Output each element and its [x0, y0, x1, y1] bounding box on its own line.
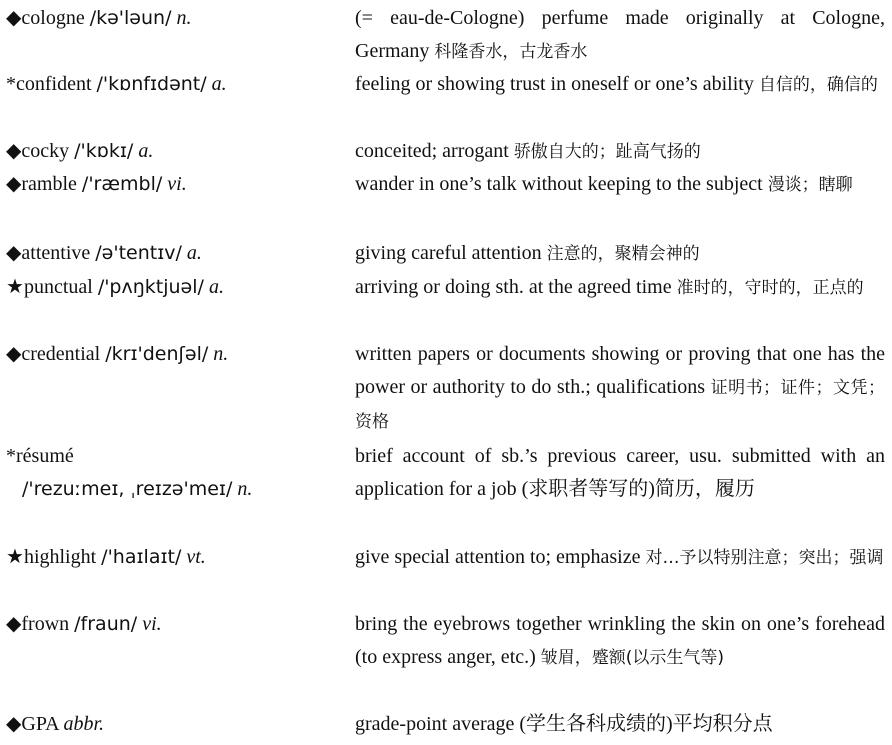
entry-headword	[6, 237, 346, 270]
entry-def-cn: 自信的，确信的	[758, 75, 878, 95]
entry-headword	[6, 168, 346, 201]
entry-pos: n.	[237, 478, 253, 500]
entry-word: GPA	[21, 713, 59, 735]
entry-pronunciation: /'haɪlaɪt/	[101, 546, 182, 568]
entry-definition	[355, 2, 885, 69]
entry-marker: *	[6, 73, 16, 95]
entry-headword	[6, 135, 346, 168]
entry-pronunciation: /ə'tentɪv/	[95, 242, 182, 264]
entry-definition	[355, 237, 885, 271]
entry-def-en: arriving or doing sth. at the agreed time	[355, 276, 672, 298]
entry-def-en: feeling or showing trust in oneself or one’s ability	[355, 73, 754, 95]
entry-pos: vt.	[186, 546, 206, 568]
entry-definition	[355, 168, 885, 202]
entry-marker: ★	[6, 276, 24, 298]
entry-pronunciation: /'rezuːmeɪ, ˌreɪzə'meɪ/	[22, 478, 233, 500]
entry-word: punctual	[23, 276, 93, 298]
entry-headword	[6, 708, 346, 741]
entry-def-cn: 漫谈；瞎聊	[767, 175, 853, 195]
entry-pos: abbr.	[63, 713, 105, 735]
entry-pronunciation: /'kɒnfɪdənt/	[96, 73, 207, 95]
entry-word: highlight	[23, 546, 97, 568]
entry-word: attentive	[21, 242, 91, 264]
entry-def-en: give special attention to; emphasize	[355, 546, 641, 568]
entry-def-en: bring the eyebrows together wrinkling the skin on one’s forehead (to express anger, etc.)	[355, 613, 885, 668]
entry-word: frown	[21, 613, 70, 635]
entry-pronunciation: /krɪ'denʃəl/	[105, 343, 209, 365]
entry-pos: vi.	[167, 173, 187, 195]
entry-pronunciation: /fraun/	[74, 613, 138, 635]
entry-marker: ◆	[6, 343, 22, 365]
entry-definition	[355, 608, 885, 675]
entry-def-en: written papers or documents showing or proving that one has the power or authority to do sth.; qualifications	[355, 343, 885, 398]
entry-def-en: brief account of sb.’s previous career, usu. submitted with an application for a job (求职者等写的)简历，履历	[355, 445, 885, 500]
entry-headword	[6, 440, 346, 506]
entry-def-en: grade-point average (学生各科成绩的)平均积分点	[355, 713, 773, 735]
entry-word: confident	[16, 73, 92, 95]
entry-pos: n.	[213, 343, 229, 365]
entry-definition	[355, 708, 885, 741]
entry-word: ramble	[21, 173, 77, 195]
entry-pos: a.	[138, 140, 154, 162]
entry-definition	[355, 271, 885, 305]
entry-pronunciation: /kə'ləun/	[89, 7, 172, 29]
entry-pos: vi.	[142, 613, 162, 635]
entry-definition	[355, 338, 885, 439]
entry-marker: ★	[6, 546, 24, 568]
entry-pos: a.	[211, 73, 227, 95]
entry-pos: a.	[186, 242, 202, 264]
entry-word: cocky	[21, 140, 70, 162]
entry-pronunciation: /'ræmbl/	[81, 173, 163, 195]
entry-def-en: giving careful attention	[355, 242, 542, 264]
entry-marker: *	[6, 445, 16, 467]
entry-headword	[6, 68, 346, 101]
entry-marker: ◆	[6, 613, 22, 635]
entry-def-cn: 注意的，聚精会神的	[546, 244, 700, 264]
entry-marker: ◆	[6, 242, 22, 264]
entry-marker: ◆	[6, 140, 22, 162]
entry-headword	[6, 2, 346, 35]
entry-pos: a.	[208, 276, 224, 298]
entry-def-cn: 科隆香水，古龙香水	[434, 42, 588, 62]
entry-marker: ◆	[6, 713, 22, 735]
entry-marker: ◆	[6, 7, 22, 29]
entry-def-cn: 骄傲自大的；趾高气扬的	[513, 142, 701, 162]
entry-word: résumé	[16, 445, 74, 467]
entry-definition	[355, 440, 885, 506]
entry-headword	[6, 608, 346, 641]
entry-def-en: (= eau-de-Cologne) perfume made originally at Cologne, Germany	[355, 7, 885, 62]
entry-def-en: conceited; arrogant	[355, 140, 509, 162]
entry-headword	[6, 338, 346, 371]
entry-definition	[355, 541, 885, 575]
entry-pos: n.	[176, 7, 192, 29]
entry-marker: ◆	[6, 173, 22, 195]
entry-word: credential	[21, 343, 101, 365]
entry-definition	[355, 68, 885, 102]
entry-headword	[6, 541, 346, 574]
entry-def-cn: 证明书；证件；文凭；资格	[355, 378, 885, 432]
entry-def-cn: 皱眉，蹙额(以示生气等)	[540, 648, 725, 668]
entry-def-cn: 准时的，守时的，正点的	[676, 278, 864, 298]
entry-word: cologne	[21, 7, 85, 29]
entry-def-en: wander in one’s talk without keeping to the subject	[355, 173, 763, 195]
entry-headword	[6, 271, 346, 304]
entry-def-cn: 对…予以特别注意；突出；强调	[645, 548, 884, 568]
entry-definition	[355, 135, 885, 169]
entry-pronunciation: /'kɒkɪ/	[74, 140, 134, 162]
entry-pronunciation: /'pʌŋktjuəl/	[97, 276, 204, 298]
